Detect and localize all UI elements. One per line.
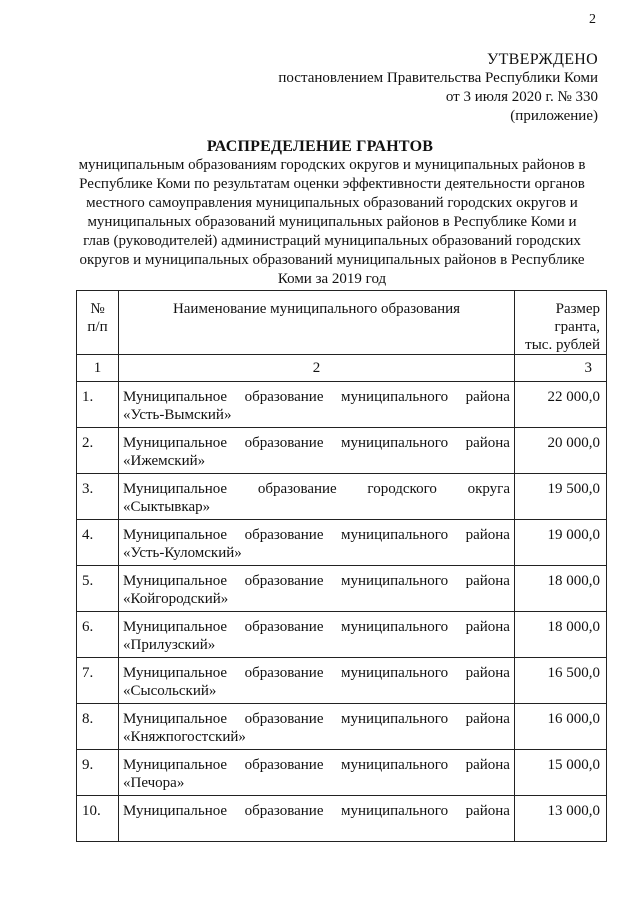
municipality-name-word: Муниципальное: [123, 481, 228, 497]
column-index: 1: [77, 355, 119, 382]
municipality-name-word: муниципального: [341, 619, 449, 635]
table-row: [77, 566, 607, 612]
municipality-name-word: района: [465, 389, 510, 405]
municipality-name-word: района: [465, 665, 510, 681]
row-number: 9.: [77, 750, 119, 796]
municipality-name-word: Муниципальное: [123, 527, 228, 543]
table-row: [77, 382, 607, 428]
municipality-name-word: Муниципальное: [123, 619, 228, 635]
grant-size: 18 000,0: [515, 566, 607, 612]
row-number: 5.: [77, 566, 119, 612]
subtitle-line: округов и муниципальных образований муниципальных районов в Республике: [79, 252, 585, 268]
header-size-line: гранта,: [554, 319, 600, 335]
municipality-name: [119, 566, 515, 612]
subtitle-line: Коми за 2019 год: [277, 271, 387, 287]
column-index-row: [77, 355, 607, 382]
municipality-name-word: образование: [244, 665, 324, 681]
municipality-name: [119, 658, 515, 704]
row-number: 2.: [77, 428, 119, 474]
table-row: [77, 474, 607, 520]
municipality-name-tail: «Печора»: [123, 775, 185, 791]
subtitle-line: глав (руководителей) администраций муниципальных образований городских: [83, 233, 581, 249]
municipality-name-word: муниципального: [341, 527, 449, 543]
table-row: [77, 704, 607, 750]
header-size-line: тыс. рублей: [525, 337, 600, 353]
grant-size: 19 500,0: [515, 474, 607, 520]
grant-size: 15 000,0: [515, 750, 607, 796]
municipality-name-word: района: [465, 527, 510, 543]
approval-stamp: УТВЕРЖДЕНО: [486, 51, 598, 68]
row-number: 10.: [77, 796, 119, 842]
municipality-name-word: Муниципальное: [123, 665, 228, 681]
municipality-name-word: городского: [367, 481, 437, 497]
grant-size: 16 000,0: [515, 704, 607, 750]
municipality-name-tail: «Усть-Вымский»: [123, 407, 232, 423]
municipality-name-tail: «Койгородский»: [123, 591, 229, 607]
municipality-name-word: образование: [244, 711, 324, 727]
municipality-name-line: [123, 756, 510, 774]
municipality-name-word: образование: [244, 527, 324, 543]
municipality-name-line: [123, 710, 510, 728]
grant-size: 16 500,0: [515, 658, 607, 704]
municipality-name-word: образование: [257, 481, 337, 497]
header-number: [77, 291, 119, 355]
municipality-name-word: Муниципальное: [123, 757, 228, 773]
municipality-name: [119, 474, 515, 520]
municipality-name-line: [123, 434, 510, 452]
grant-size: 13 000,0: [515, 796, 607, 842]
column-index: 3: [515, 355, 607, 382]
header-grant-size: [515, 291, 607, 355]
approval-block: [278, 50, 598, 126]
table-row: [77, 520, 607, 566]
municipality-name: [119, 382, 515, 428]
municipality-name-word: муниципального: [341, 757, 449, 773]
approval-line-2: от 3 июля 2020 г. № 330: [445, 89, 598, 105]
approval-line-3: (приложение): [510, 108, 598, 124]
grant-size: 18 000,0: [515, 612, 607, 658]
header-number-line: №: [90, 301, 105, 317]
row-number: 3.: [77, 474, 119, 520]
subtitle-line: Республике Коми по результатам оценки эффективности деятельности органов: [79, 176, 585, 192]
municipality-name-word: Муниципальное: [123, 711, 228, 727]
municipality-name-tail: «Усть-Куломский»: [123, 545, 242, 561]
municipality-name-line: [123, 664, 510, 682]
municipality-name: [119, 750, 515, 796]
municipality-name-line: [123, 802, 510, 820]
row-number: 8.: [77, 704, 119, 750]
grant-size: 20 000,0: [515, 428, 607, 474]
municipality-name: [119, 520, 515, 566]
subtitle-line: муниципальных образований муниципальных районов в Республике Коми и: [87, 214, 577, 230]
municipality-name: [119, 612, 515, 658]
page-number: 2: [589, 12, 596, 27]
column-index: 2: [119, 355, 515, 382]
table-header-row: [77, 291, 607, 355]
municipality-name-word: муниципального: [341, 573, 449, 589]
municipality-name-word: образование: [244, 573, 324, 589]
municipality-name-line: [123, 388, 510, 406]
municipality-name: [119, 704, 515, 750]
municipality-name-word: Муниципальное: [123, 435, 228, 451]
municipality-name-tail: «Ижемский»: [123, 453, 206, 469]
municipality-name-line: [123, 572, 510, 590]
approval-line-1: постановлением Правительства Республики Коми: [278, 70, 598, 86]
municipality-name-word: Муниципальное: [123, 573, 228, 589]
municipality-name-word: Муниципальное: [123, 389, 228, 405]
municipality-name-word: района: [465, 619, 510, 635]
municipality-name-word: района: [465, 435, 510, 451]
municipality-name-word: района: [465, 573, 510, 589]
row-number: 6.: [77, 612, 119, 658]
municipality-name-word: образование: [244, 389, 324, 405]
table-row: [77, 658, 607, 704]
document-title: РАСПРЕДЕЛЕНИЕ ГРАНТОВ: [206, 138, 434, 155]
municipality-name-word: образование: [244, 435, 324, 451]
municipality-name-tail: «Сыктывкар»: [123, 499, 211, 515]
municipality-name-tail: «Княжпогостский»: [123, 729, 246, 745]
municipality-name-word: района: [465, 803, 510, 819]
municipality-name-word: района: [465, 711, 510, 727]
municipality-name-word: муниципального: [341, 435, 449, 451]
row-number: 4.: [77, 520, 119, 566]
municipality-name-word: образование: [244, 757, 324, 773]
municipality-name-tail: «Прилузский»: [123, 637, 216, 653]
header-name: Наименование муниципального образования: [119, 291, 515, 355]
municipality-name: [119, 428, 515, 474]
table-row: [77, 612, 607, 658]
subtitle-line: местного самоуправления муниципальных образований городских округов и: [86, 195, 578, 211]
municipality-name-word: образование: [244, 803, 324, 819]
municipality-name-word: района: [465, 757, 510, 773]
table-row: [77, 796, 607, 842]
grant-size: 19 000,0: [515, 520, 607, 566]
municipality-name-word: образование: [244, 619, 324, 635]
header-size-line: Размер: [555, 301, 600, 317]
municipality-name-word: Муниципальное: [123, 803, 228, 819]
municipality-name-line: [123, 480, 510, 498]
municipality-name: [119, 796, 515, 842]
row-number: 1.: [77, 382, 119, 428]
municipality-name-word: муниципального: [341, 803, 449, 819]
municipality-name-word: муниципального: [341, 389, 449, 405]
subtitle-line: муниципальным образованиям городских округов и муниципальных районов в: [78, 157, 586, 173]
grants-table: [76, 290, 607, 842]
municipality-name-word: округа: [467, 481, 510, 497]
grant-size: 22 000,0: [515, 382, 607, 428]
municipality-name-line: [123, 526, 510, 544]
table-row: [77, 428, 607, 474]
municipality-name-word: муниципального: [341, 711, 449, 727]
municipality-name-word: муниципального: [341, 665, 449, 681]
municipality-name-line: [123, 618, 510, 636]
document-subtitle: [60, 156, 604, 289]
row-number: 7.: [77, 658, 119, 704]
header-number-line: п/п: [87, 319, 108, 335]
table-row: [77, 750, 607, 796]
municipality-name-tail: «Сысольский»: [123, 683, 217, 699]
